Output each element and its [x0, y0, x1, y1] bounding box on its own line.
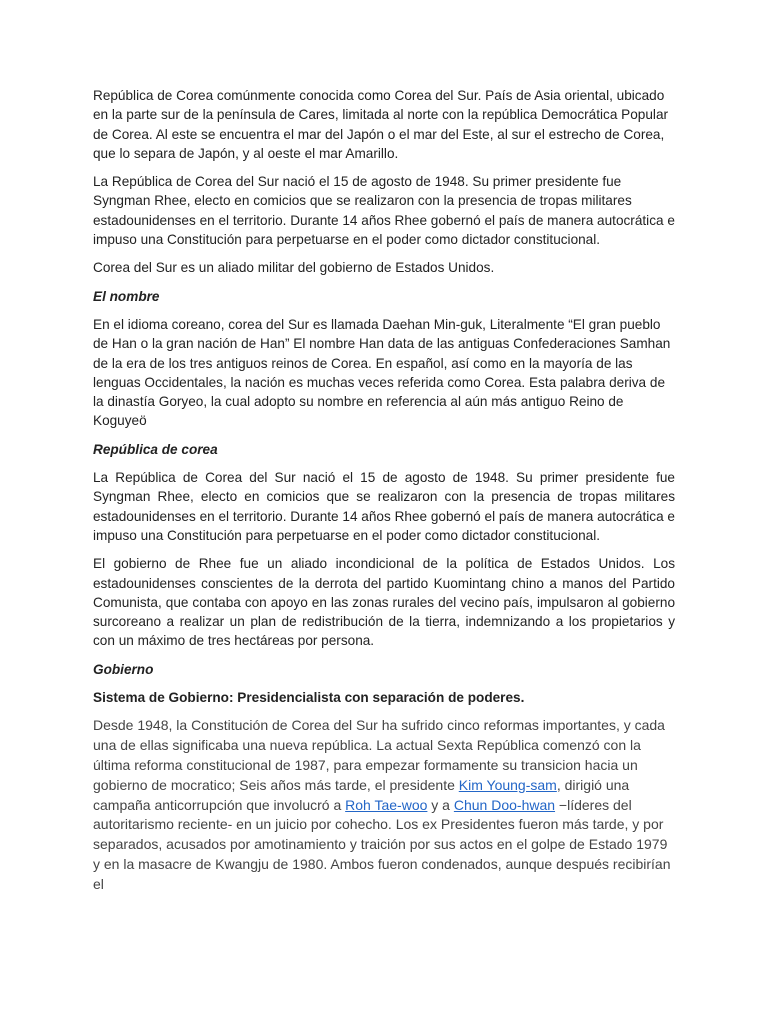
link-kim-young-sam[interactable]: Kim Young-sam	[458, 776, 557, 793]
constitution-text-part4: −líderes del autoritarismo reciente- en un juicio por cohecho. Los ex Presidentes fueron más tarde, y por separados, acusados por amotinamiento y traición por sus actos en el golpe de Estado 1979 y en la masacre de Kwangju de 1980. Ambos fueron condenados, aunque después recibirían el	[93, 796, 671, 892]
link-chun-doo-hwan[interactable]: Chun Doo-hwan	[453, 796, 556, 813]
heading-el-nombre: El nombre	[93, 288, 160, 304]
heading-republica-de-corea: República de corea	[93, 441, 218, 457]
name-paragraph: En el idioma coreano, corea del Sur es llamada Daehan Min-guk, Literalmente “El gran pueblo de Han o la gran nación de Han” El nombre Han data de las antiguas Confederaciones Samhan de la era de los tres antiguos reinos de Corea. En español, así como en la mayoría de las lenguas Occidentales, la nación es muchas veces referida como Corea. Esta palabra deriva de la dinastía Goryeo, la cual adopto su nombre en referencia al aún más antiguo Reino de Koguyeö	[93, 316, 671, 429]
republic-paragraph: La República de Corea del Sur nació el 15 de agosto de 1948. Su primer presidente fue Syngman Rhee, electo en comicios que se realizaron con la presencia de tropas militares estadounidenses en el territorio. Durante 14 años Rhee gobernó el país de manera autocrática e impuso una Constitución para perpetuarse en el poder como dictador constitucional.	[93, 470, 675, 543]
heading-gobierno: Gobierno	[93, 661, 154, 677]
ally-paragraph: Corea del Sur es un aliado militar del gobierno de Estados Unidos.	[93, 260, 495, 276]
link-roh-tae-woo[interactable]: Roh Tae-woo	[345, 796, 428, 813]
constitution-text-part3: y a	[427, 796, 454, 813]
government-system-line: Sistema de Gobierno: Presidencialista con separación de poderes.	[93, 690, 525, 706]
constitution-text-part1: Desde 1948, la Constitución de Corea del Sur ha sufrido cinco reformas importantes, y cada una de ellas significaba una nueva república. La actual Sexta República comenzó con la última reforma constitucional de 1987, para empezar formamente su transicion hacia un gobierno de mocratico; Seis años más tarde, el presidente	[93, 717, 665, 793]
constitution-text-part2: , dirigió una campaña anticorrupción que involucró a	[93, 776, 630, 813]
intro-paragraph: República de Corea comúnmente conocida como Corea del Sur. País de Asia oriental, ubicado en la parte sur de la península de Cares, limitada al norte con la república Democrática Popular de Corea. Al este se encuentra el mar del Japón o el mar del Este, al sur el estrecho de Corea, que lo separa de Japón, y al oeste el mar Amarillo.	[93, 88, 669, 161]
rhee-government-paragraph: El gobierno de Rhee fue un aliado incondicional de la política de Estados Unidos. Los estadounidenses conscientes de la derrota del partido Kuomintang chino a manos del Partido Comunista, que contaba con apoyo en las zonas rurales del vecino país, impulsaron al gobierno surcoreano a realizar un plan de redistribución de la tierra, indemnizando a los propietarios y con un máximo de tres hectáreas por persona.	[93, 556, 675, 649]
constitution-paragraph	[93, 716, 675, 894]
history-paragraph: La República de Corea del Sur nació el 15 de agosto de 1948. Su primer presidente fue Syngman Rhee, electo en comicios que se realizaron con la presencia de tropas militares estadounidenses en el territorio. Durante 14 años Rhee gobernó el país de manera autocrática e impuso una Constitución para perpetuarse en el poder como dictador constitucional.	[93, 174, 675, 248]
